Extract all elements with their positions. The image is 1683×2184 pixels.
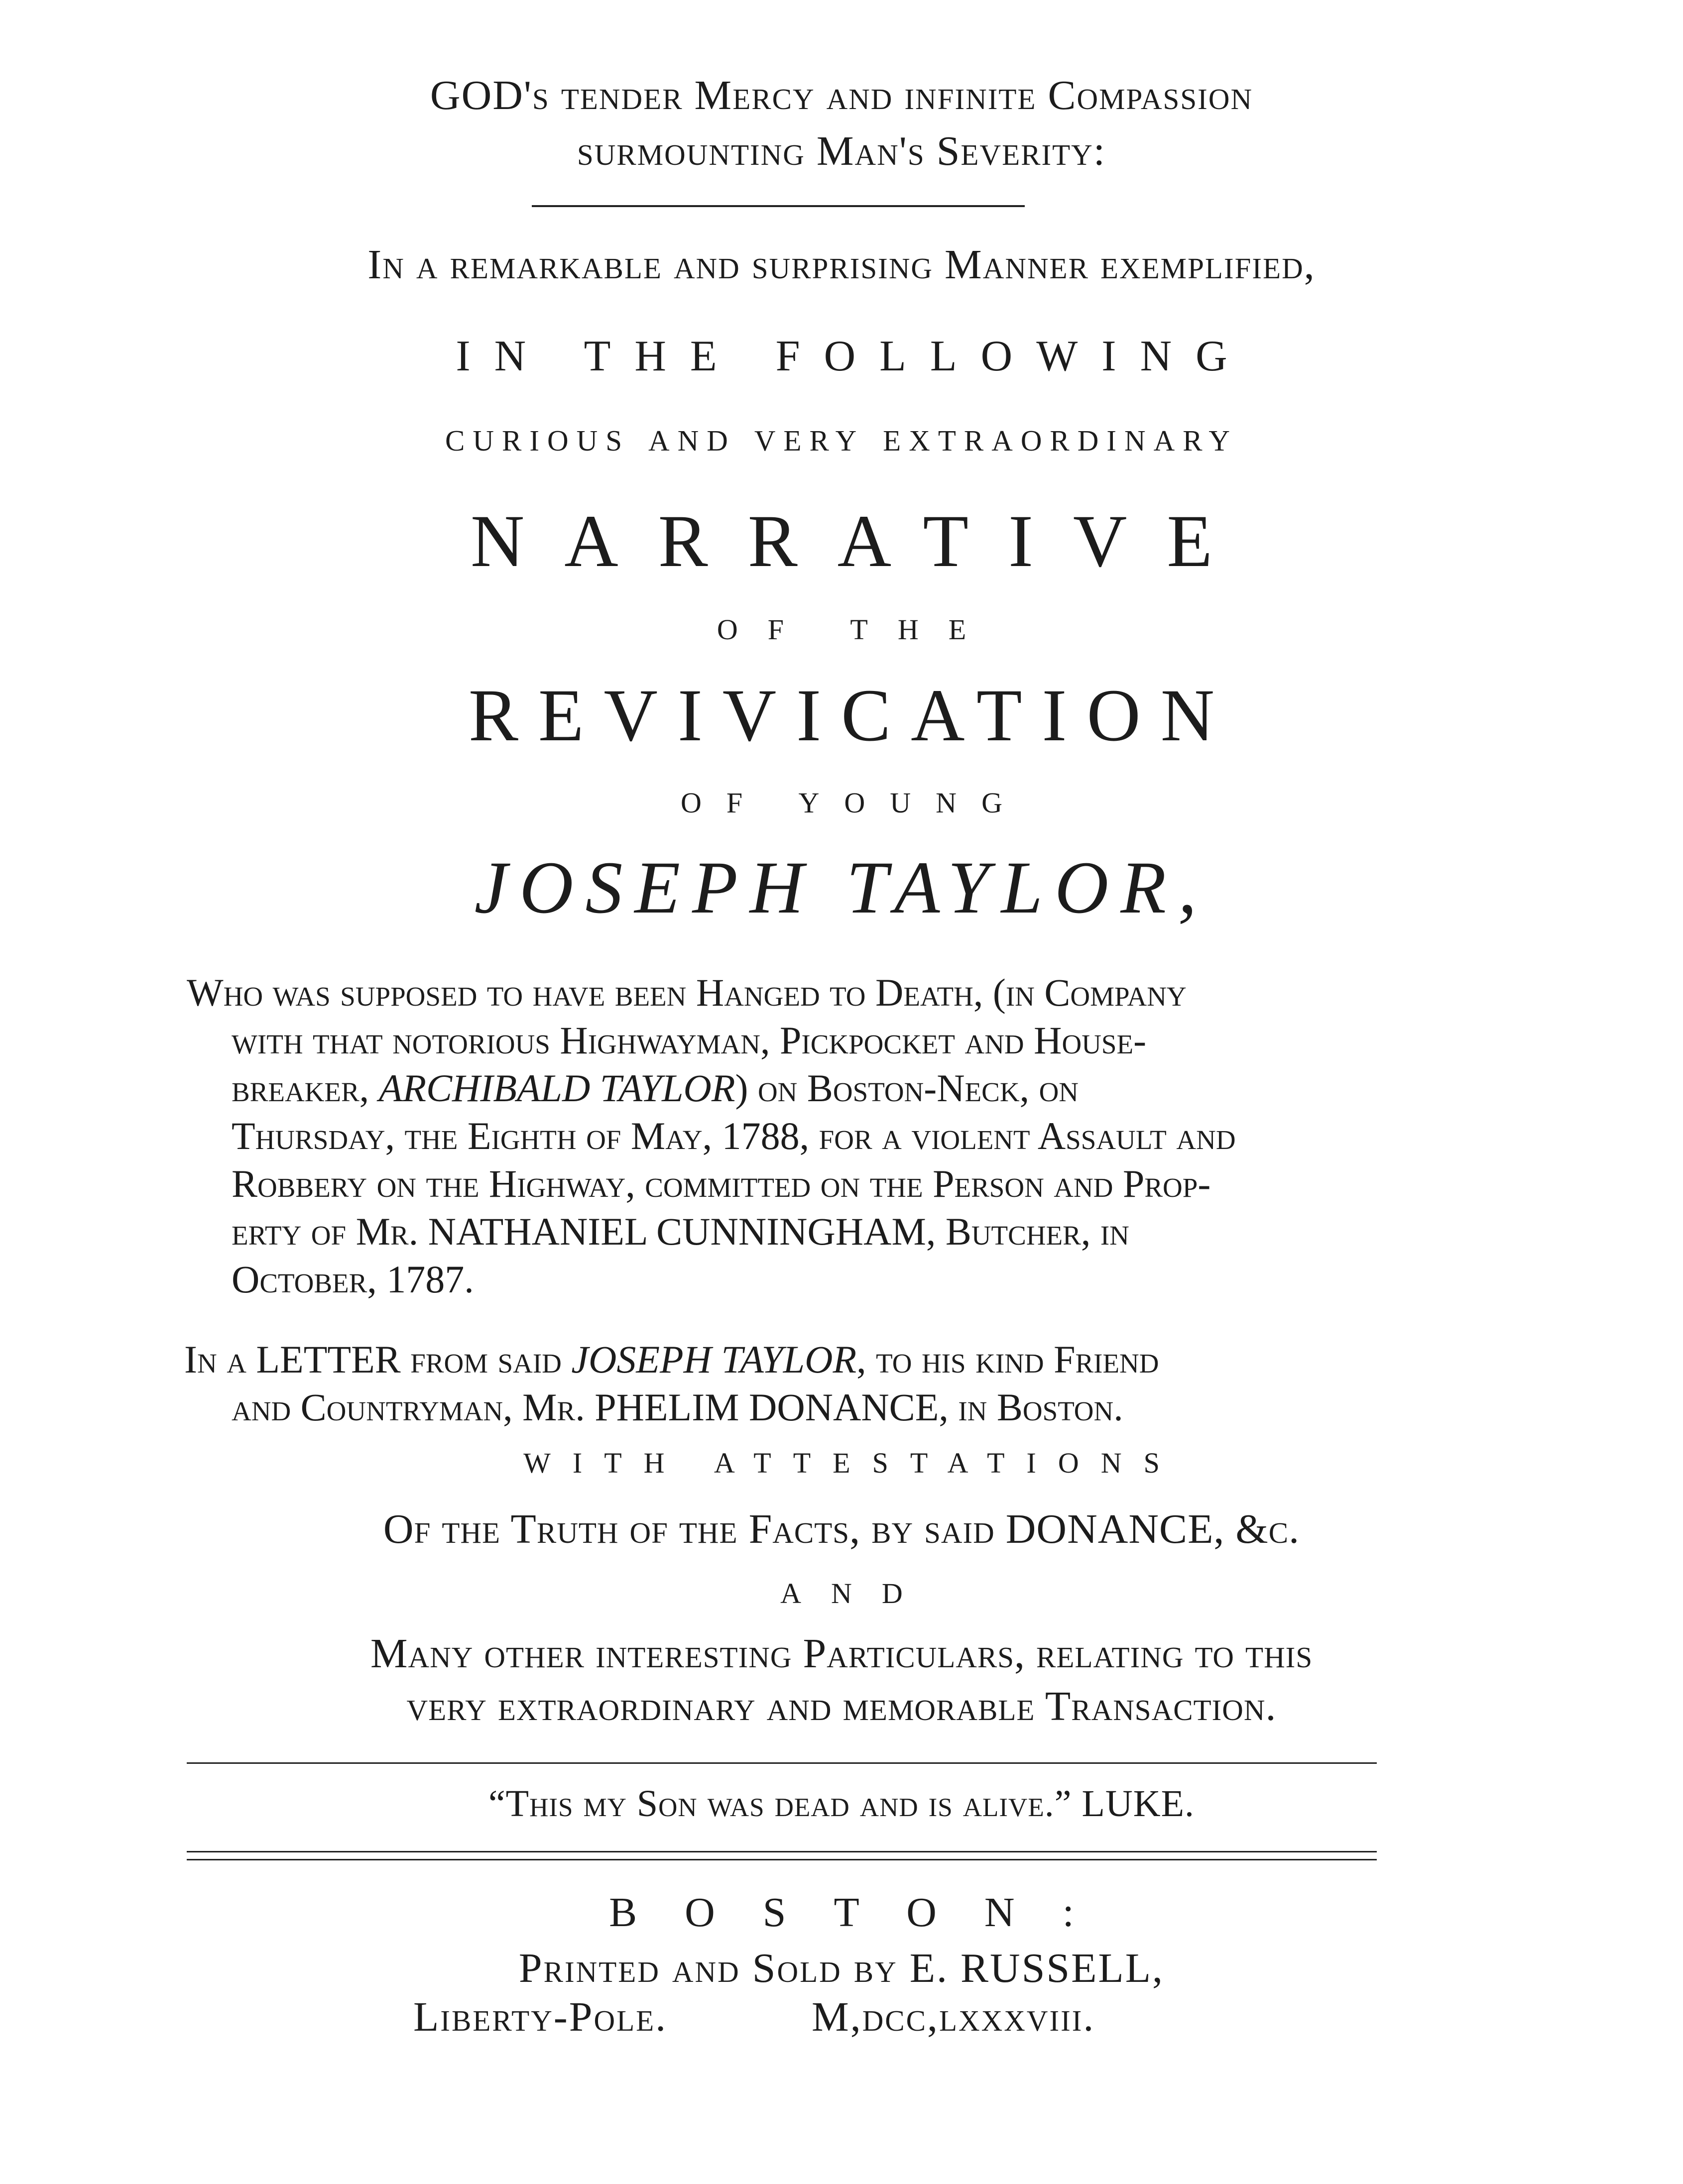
- epigraph: “This my Son was dead and is alive.” LUKE.: [488, 1783, 1195, 1825]
- title-line-5: curious and very extraordinary: [445, 414, 1238, 460]
- title-line-3: In a remarkable and surprising Manner exemplified,: [367, 241, 1316, 288]
- description-line-7: October, 1787.: [232, 1258, 474, 1301]
- imprint-date: M,dcc,lxxxviii.: [812, 1994, 1095, 2040]
- epigraph-bottom-rule-2: [187, 1859, 1377, 1860]
- imprint-printer: Printed and Sold by E. RUSSELL,: [518, 1945, 1165, 1991]
- description-line-4: Thursday, the Eighth of May, 1788, for a violent Assault and: [232, 1114, 1236, 1157]
- epigraph-bottom-rule-1: [187, 1851, 1377, 1852]
- and-heading: AND: [780, 1577, 933, 1609]
- description-line-3: breaker, ARCHIBALD TAYLOR) on Boston-Neck, on: [232, 1066, 1079, 1110]
- letter-line-2: and Countryman, Mr. PHELIM DONANCE, in Boston.: [232, 1385, 1123, 1429]
- title-line-7: OF THE: [717, 613, 996, 646]
- particulars-line-2: very extraordinary and memorable Transaction.: [406, 1683, 1277, 1729]
- description-line-1: Who was supposed to have been Hanged to Death, (in Company: [187, 971, 1187, 1014]
- title-line-6: NARRATIVE: [471, 500, 1252, 582]
- title-line-4: IN THE FOLLOWING: [456, 332, 1251, 380]
- title-line-8: REVIVICATION: [468, 674, 1235, 757]
- title-line-1: GOD's tender Mercy and infinite Compassion: [430, 72, 1253, 118]
- title-line-10: JOSEPH TAYLOR,: [474, 846, 1209, 929]
- attestations-line: Of the Truth of the Facts, by said DONANCE, &c.: [383, 1506, 1300, 1552]
- title-line-9: OF YOUNG: [681, 787, 1027, 819]
- title-rule: [532, 205, 1025, 207]
- title-line-2: surmounting Man's Severity:: [577, 128, 1106, 174]
- letter-line-1: In a LETTER from said JOSEPH TAYLOR, to his kind Friend: [184, 1338, 1159, 1381]
- epigraph-top-rule: [187, 1762, 1377, 1764]
- imprint-city: BOSTON:: [609, 1889, 1122, 1936]
- description-line-6: erty of Mr. NATHANIEL CUNNINGHAM, Butcher, in: [232, 1210, 1129, 1253]
- particulars-line-1: Many other interesting Particulars, relating to this: [370, 1630, 1313, 1677]
- letter-paragraph: [184, 1340, 1379, 1436]
- description-line-5: Robbery on the Highway, committed on the Person and Prop-: [232, 1162, 1211, 1205]
- imprint-place: Liberty-Pole.: [413, 1994, 668, 2040]
- attestations-heading: WITH ATTESTATIONS: [523, 1447, 1182, 1479]
- description-line-2: with that notorious Highwayman, Pickpocket and House-: [232, 1019, 1147, 1062]
- description-paragraph: [187, 973, 1372, 1308]
